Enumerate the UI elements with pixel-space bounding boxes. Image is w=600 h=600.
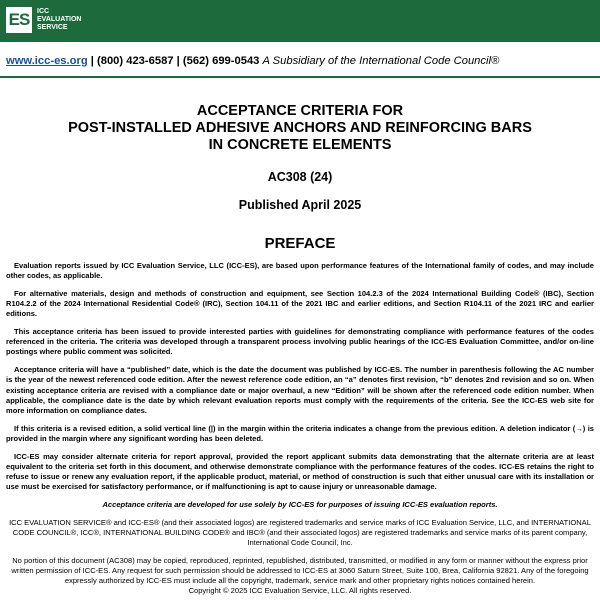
trademark-notice: ICC EVALUATION SERVICE® and ICC-ES® (and their associated logos) are registered trademarks and service marks of ICC Evaluation Service, LLC, and INTERNATIONAL CODE COUNCIL®, ICC®, INTERNATIONAL BUILDING CODE® and IBC® (and their associated logos) are registered trademarks and service marks of its parent company, International Code Council, Inc. <box>9 517 591 547</box>
subsidiary-text: A Subsidiary of the International Code Council® <box>262 55 500 67</box>
logo-line-2: EVALUATION <box>37 16 82 23</box>
website-link[interactable]: www.icc-es.org <box>6 55 88 67</box>
preface-paragraph-5: If this criteria is a revised edition, a solid vertical line (|) in the margin within the criteria indicates a change from the previous edition. A deletion indicator (→) is provided in the margin where any significant wording has been deleted. <box>6 423 594 443</box>
section-heading: PREFACE <box>264 235 336 252</box>
published-date: Published April 2025 <box>238 198 362 212</box>
logo-line-1: ICC <box>37 8 50 15</box>
document-title <box>10 103 590 154</box>
preface-paragraph-6: ICC-ES may consider alternate criteria for report approval, provided the report applicant submits data demonstrating that the alternate criteria are at least equivalent to the criteria set forth in this document, and otherwise demonstrate compliance with the performance features of the codes. ICC-ES retains the right to refuse to issue or renew any evaluation report, if the applicable product, material, or method of construction is such that either unusual care with its installation or use must be exercised for satisfactory performance, or if malfunctioning is apt to cause injury or unreasonable damage. <box>6 451 594 492</box>
preface-paragraph-1: Evaluation reports issued by ICC Evaluation Service, LLC (ICC-ES), are based upon performance features of the International family of codes, and may include other codes, as applicable. <box>6 261 594 281</box>
phone-local: (562) 699-0543 <box>182 55 260 67</box>
preface-paragraph-3: This acceptance criteria has been issued to provide interested parties with guidelines for demonstrating compliance with performance features of the codes referenced in the criteria. The criteria was developed through a transparent process involving public hearings of the ICC-ES Evaluation Committee, and/or on-line postings where public comment was solicited. <box>6 327 594 357</box>
preface-paragraph-2: For alternative materials, design and methods of construction and equipment, see Section 104.2.3 of the 2024 International Building Code® (IBC), Section R104.2.2 of the 2024 International Residential Code® (IRC), Section 104.11 of the 2021 IBC and earlier editions, and Section R104.11 of the 2021 IRC and earlier editions. <box>6 288 594 319</box>
preface-body <box>6 261 594 594</box>
logo-line-3: SERVICE <box>37 24 68 31</box>
header-divider <box>0 76 600 78</box>
phone-toll-free: (800) 423-6587 <box>97 55 174 67</box>
document-code: AC308 (24) <box>267 170 333 184</box>
contact-bar <box>6 51 596 71</box>
logo-letters: ES <box>8 10 30 29</box>
copyright-notice: Copyright © 2025 ICC Evaluation Service, LLC. All rights reserved. <box>188 586 412 595</box>
title-line-3: IN CONCRETE ELEMENTS <box>208 137 392 153</box>
header-banner <box>0 0 600 42</box>
title-line-2: POST-INSTALLED ADHESIVE ANCHORS AND REINFORCING BARS <box>68 120 532 136</box>
separator: | <box>90 55 94 67</box>
permission-notice: No portion of this document (AC308) may be copied, reproduced, reprinted, republished, distributed, transmitted, or modified in any form or manner without the express prior written permission of ICC-ES. Any request for such permission should be addressed to ICC-ES at 3060 Saturn Street, Suite 100, Brea, California 92821. Any of the foregoing expressly authorized by ICC-ES must include all the copyright, trademark, service mark and other proprietary rights notices contained herein. <box>11 555 589 586</box>
logo-text <box>37 8 117 32</box>
preface-paragraph-4: Acceptance criteria will have a “published” date, which is the date the document was published by ICC-ES. The number in parenthesis following the AC number is the year of the newest referenced code edition. After the newest reference code edition, an “a” denotes first revision, “b” denotes 2nd revision and so on. When existing acceptance criteria are revised with a compliance date or major overhaul, a new “Edition” will be shown after the referenced code edition number. When applicable, the compliance date is the date by which relevant evaluation reports must comply with the requirements of the criteria. See the ICC-ES web site for more information on compliance dates. <box>6 365 594 415</box>
preface-paragraph-7: Acceptance criteria are developed for use solely by ICC-ES for purposes of issuing ICC-ES evaluation reports. <box>102 499 498 509</box>
icc-es-logo <box>6 7 32 33</box>
title-line-1: ACCEPTANCE CRITERIA FOR <box>196 103 404 119</box>
separator: | <box>176 55 180 67</box>
